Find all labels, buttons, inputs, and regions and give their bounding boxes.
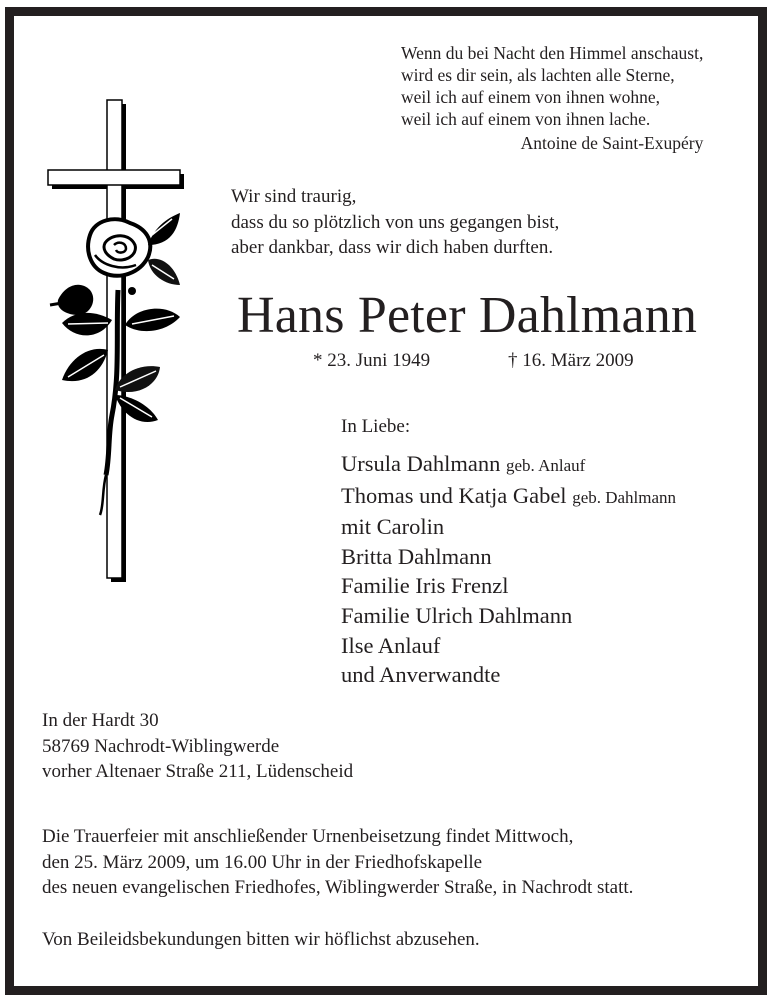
mourner-entry [341,481,676,513]
ceremony-info [42,824,633,901]
mourner-name: Ilse Anlauf [341,632,441,658]
mourner-note: geb. Dahlmann [572,487,677,507]
mourner-name: Britta Dahlmann [341,543,492,569]
poem-author: Antoine de Saint-Exupéry [520,133,704,153]
birth-date: * 23. Juni 1949 [313,350,431,371]
mourner-entry [341,449,676,481]
death-date: † 16. März 2009 [508,350,634,371]
deceased-name: Hans Peter Dahlmann [237,287,698,344]
ceremony-line: den 25. März 2009, um 16.00 Uhr in der Friedhofskapelle [42,851,483,873]
ceremony-line: des neuen evangelischen Friedhofes, Wiblingwerder Straße, in Nachrodt statt. [42,877,634,898]
mourner-note: geb. Anlauf [505,456,586,475]
mourners-list [341,449,676,690]
cross-with-rose-icon [40,95,190,585]
mourner-entry [341,571,676,601]
address-line: vorher Altenaer Straße 211, Lüdenscheid [42,761,354,782]
intro-line: Wir sind traurig, [231,186,357,207]
poem-quote [401,42,703,154]
intro-line: aber dankbar, dass wir dich haben durften. [231,237,554,258]
mourner-name: Familie Ulrich Dahlmann [341,602,573,628]
mourner-name: Familie Iris Frenzl [341,573,509,599]
closing-note: Von Beileidsbekundungen bitten wir höflichst abzusehen. [42,929,480,950]
mourner-name: Ursula Dahlmann [341,451,501,476]
address-line: In der Hardt 30 [42,710,159,731]
mourner-name: mit Carolin [341,514,445,540]
mourner-entry [341,542,676,572]
address-block [42,708,353,785]
poem-line: Wenn du bei Nacht den Himmel anschaust, [401,43,704,63]
mourner-entry [341,660,676,690]
intro-text [231,184,559,261]
mourners-heading: In Liebe: [341,416,411,437]
ceremony-line: Die Trauerfeier mit anschließender Urnenbeisetzung findet Mittwoch, [42,826,574,847]
mourner-entry [341,512,676,542]
mourner-entry [341,601,676,631]
mourner-name: und Anverwandte [341,662,501,688]
poem-line: wird es dir sein, als lachten alle Sterne, [401,65,675,85]
poem-line: weil ich auf einem von ihnen wohne, [401,87,661,107]
mourner-entry [341,631,676,661]
intro-line: dass du so plötzlich von uns gegangen bist, [231,211,560,233]
mourner-name: Thomas und Katja Gabel [341,482,567,508]
address-line: 58769 Nachrodt-Wiblingwerde [42,735,280,757]
poem-line: weil ich auf einem von ihnen lache. [401,109,651,129]
